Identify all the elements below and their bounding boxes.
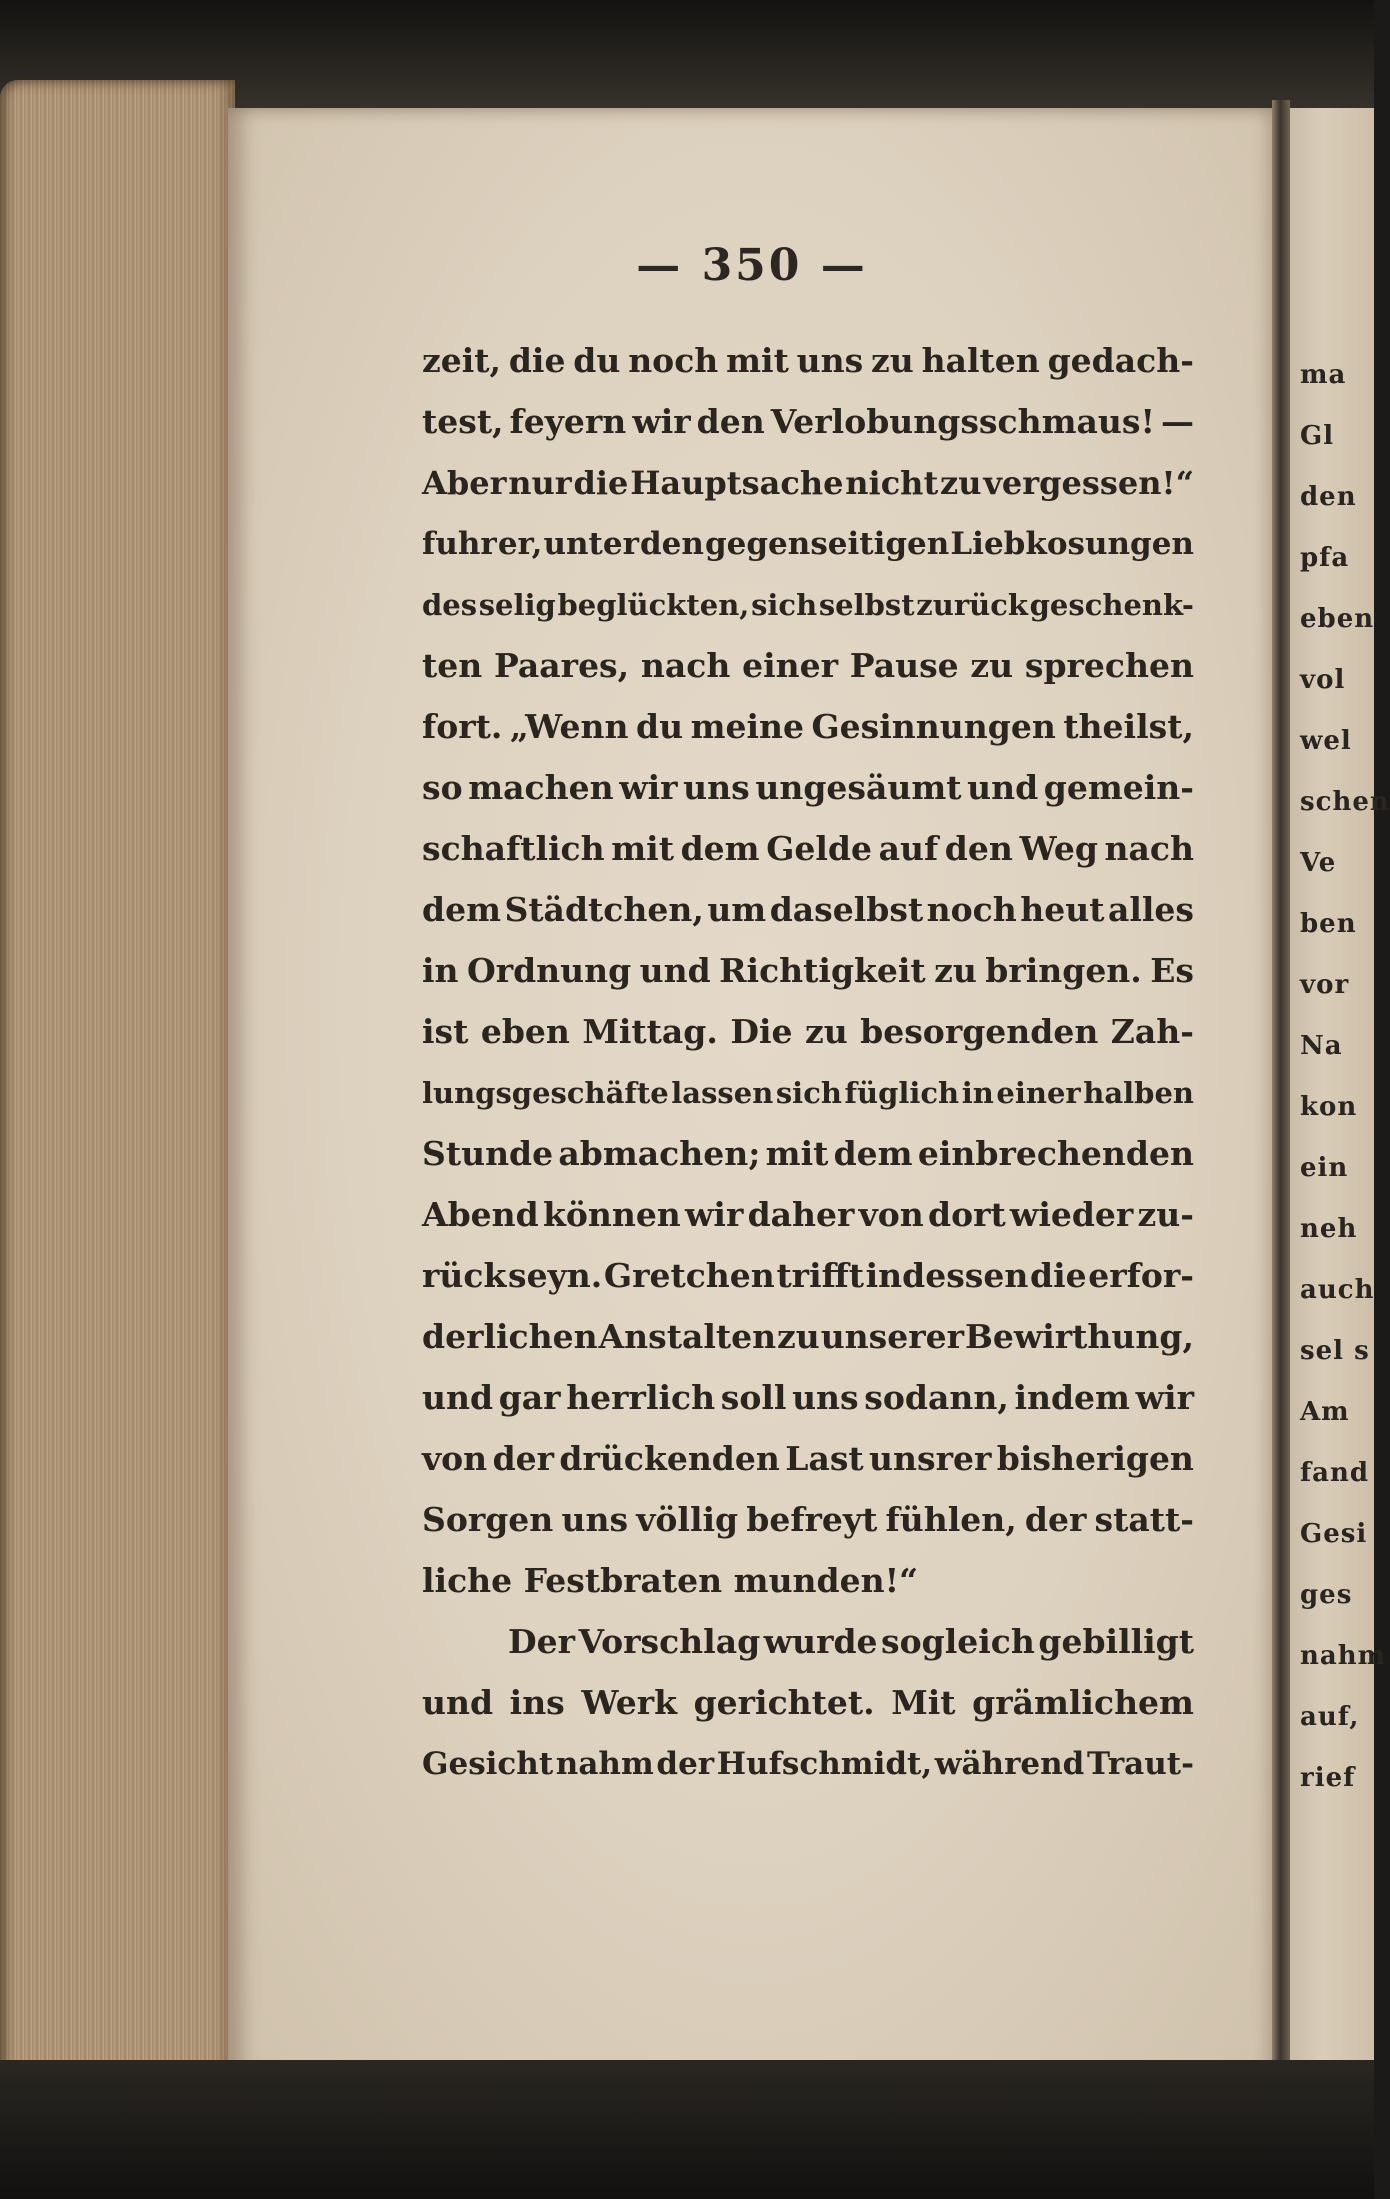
bottom-shadow [0,2060,1374,2199]
next-page-line: Na [1300,1031,1343,1061]
next-page-line: nahm [1300,1641,1387,1671]
text-line: von der drückenden Last unsrer bisherigen [422,1439,1194,1478]
text-line: Sorgen uns völlig befreyt fühlen, der statt- [422,1500,1194,1539]
text-line: Gesicht nahm der Hufschmidt, während Traut- [422,1745,1194,1782]
text-line: des selig beglückten, sich selbst zurück geschenk- [422,587,1194,622]
next-page-fragment [1290,108,1390,2098]
next-page-line: kon [1300,1092,1358,1122]
next-page-line: schen [1300,787,1390,817]
next-page-line: ben [1300,909,1357,939]
text-line: Aber nur die Hauptsache nicht zu vergessen!“ [422,463,1194,502]
next-page-line: eben [1300,604,1375,634]
page-body-text [422,330,1194,1794]
text-line: und gar herrlich soll uns sodann, indem wir [422,1378,1194,1417]
next-page-line: Gl [1300,421,1335,451]
text-line: Abend können wir daher von dort wieder zu- [422,1195,1194,1234]
next-page-line: ma [1300,360,1347,390]
next-page-line: Gesi [1300,1519,1368,1549]
page-edges-left [0,80,235,2090]
page-number: — 350 — [636,240,868,291]
next-page-line: den [1300,482,1357,512]
text-line: zeit, die du noch mit uns zu halten gedach- [422,341,1194,380]
next-page-line: Ve [1300,848,1337,878]
next-page-line: wel [1300,726,1352,756]
next-page-line: auf, [1300,1702,1360,1732]
text-line: derlichen Anstalten zu unserer Bewirthung, [422,1317,1194,1356]
next-page-line: Am [1300,1397,1350,1427]
text-line: schaftlich mit dem Gelde auf den Weg nach [422,829,1194,868]
text-line: Stunde abmachen; mit dem einbrechenden [422,1134,1194,1173]
text-line: ten Paares, nach einer Pause zu sprechen [422,646,1194,685]
next-page-line: ges [1300,1580,1353,1610]
text-line: in Ordnung und Richtigkeit zu bringen. Es [422,951,1194,990]
next-page-line: rief [1300,1763,1356,1793]
text-line: liche Festbraten munden!“ [422,1561,919,1600]
text-line: fort. „Wenn du meine Gesinnungen theilst, [422,707,1194,746]
next-page-line: auch [1300,1275,1375,1305]
next-page-line: neh [1300,1214,1358,1244]
next-page-line: vor [1300,970,1350,1000]
text-line: und ins Werk gerichtet. Mit grämlichem [422,1683,1194,1722]
text-line: so machen wir uns ungesäumt und gemein- [422,768,1194,807]
text-line: rück seyn. Gretchen trifft indessen die erfor- [422,1256,1194,1295]
text-line: Der Vorschlag wurde sogleich gebilligt [508,1622,1194,1661]
next-page-line: ein [1300,1153,1349,1183]
text-line: dem Städtchen, um daselbst noch heut alles [422,890,1194,929]
next-page-line: fand [1300,1458,1370,1488]
text-line: test, feyern wir den Verlobungsschmaus! — [422,402,1194,441]
next-page-line: pfa [1300,543,1350,573]
text-line: lungsgeschäfte lassen sich füglich in einer halben [422,1075,1194,1110]
next-page-line: sel s [1300,1336,1370,1366]
next-page-line: vol [1300,665,1346,695]
text-line: ist eben Mittag. Die zu besorgenden Zah- [422,1012,1194,1051]
book-gutter [1272,100,1290,2110]
text-line: fuhr er, unter den gegenseitigen Liebkosungen [422,525,1194,562]
